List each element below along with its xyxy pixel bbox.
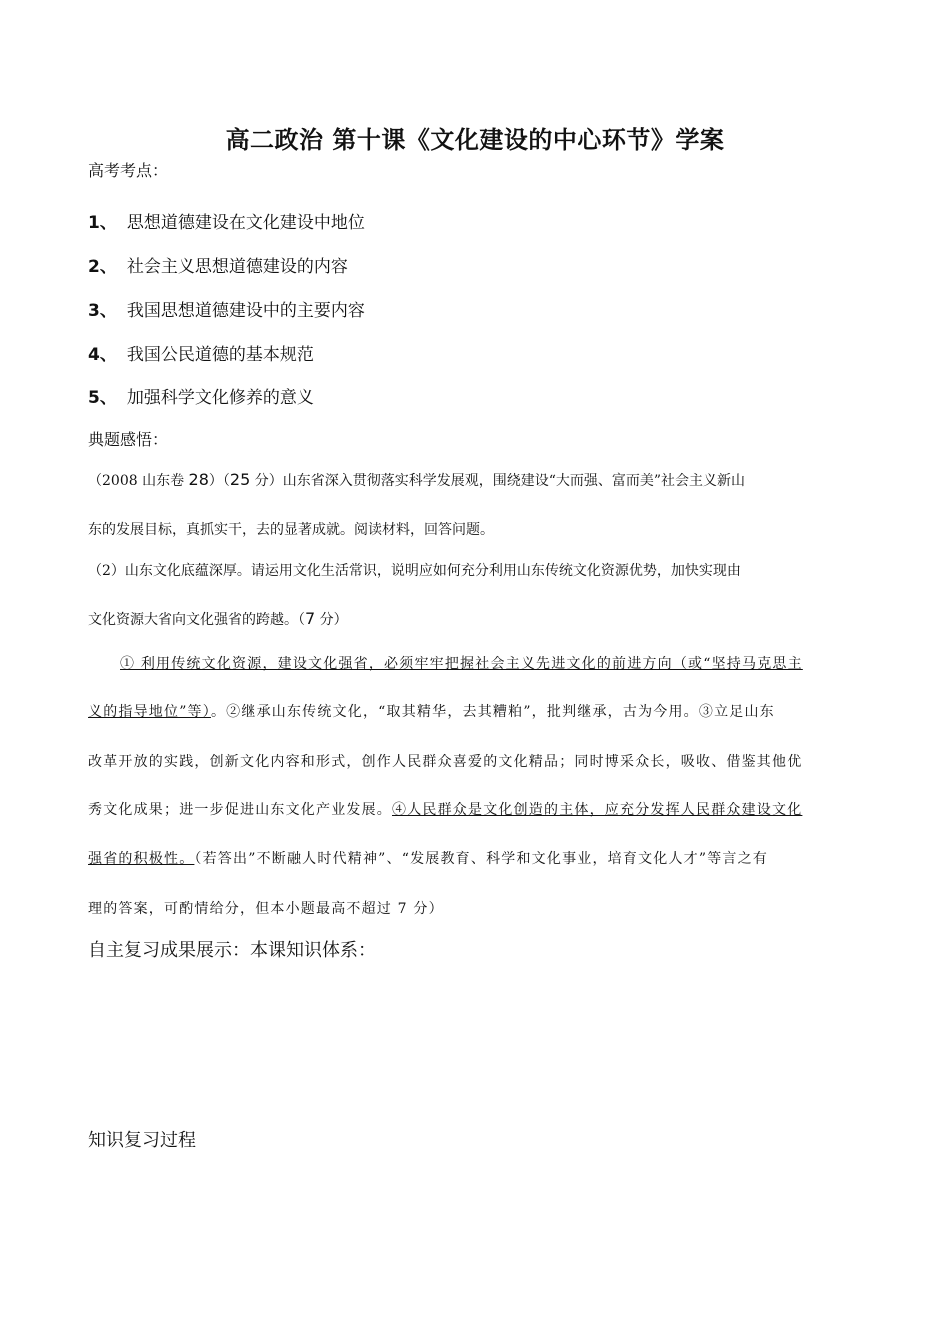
- page-title: 高二政治 第十课《文化建设的中心环节》学案: [225, 126, 725, 154]
- sub-question-text: 文化资源大省向文化强省的跨越。（: [88, 612, 305, 628]
- answer-text: 秀文化成果；进一步促进山东文化产业发展。: [88, 802, 392, 818]
- answer-underlined: ④人民群众是文化创造的主体，应充分发挥人民群众建设文化: [392, 802, 803, 818]
- answer-underlined: 强省的积极性。: [88, 851, 195, 867]
- item-text: 加强科学文化修养的意义: [126, 388, 314, 408]
- item-number: 4、: [88, 345, 117, 365]
- question-line: 东的发展目标，真抓实干，去的显著成就。阅读材料，回答问题。: [88, 522, 494, 538]
- item-number: 3、: [88, 301, 117, 321]
- review-process-heading: 知识复习过程: [88, 1130, 196, 1151]
- question-score: 25: [229, 470, 251, 489]
- exam-point-item: [88, 208, 365, 233]
- answer-text: 。②继承山东传统文化，“取其精华，去其糟粕”，批判继承，古为今用。③立足山东: [210, 704, 775, 720]
- question-text: （2008 山东卷: [88, 473, 189, 489]
- exam-point-item: [88, 340, 314, 365]
- self-review-heading: 自主复习成果展示：本课知识体系：: [88, 940, 376, 961]
- answer-line: [88, 799, 802, 819]
- answer-line: ① 利用传统文化资源，建设文化强省，必须牢牢把握社会主义先进文化的前进方向（或“坚持马克思主: [120, 656, 803, 672]
- answer-line: 理的答案，可酌情给分，但本小题最高不超过 7 分）: [88, 901, 444, 917]
- answer-underlined: 义的指导地位”等）: [88, 704, 211, 720]
- item-text: 社会主义思想道德建设的内容: [126, 257, 348, 277]
- item-number: 1、: [88, 213, 117, 233]
- sub-question-line: [88, 609, 348, 629]
- item-text: 我国公民道德的基本规范: [126, 345, 314, 365]
- exam-point-item: [88, 296, 365, 321]
- answer-text: （若答出”不断融人时代精神”、“发展教育、科学和文化事业，培育文化人才”等言之有: [194, 851, 769, 867]
- example-heading: 典题感悟：: [88, 430, 169, 449]
- exam-point-item: [88, 252, 348, 277]
- item-number: 2、: [88, 257, 117, 277]
- sub-question-line: （2）山东文化底蕴深厚。请运用文化生活常识，说明应如何充分利用山东传统文化资源优势，加快实现由: [88, 563, 741, 579]
- question-text: ）（: [208, 473, 230, 489]
- sub-question-text: 分）: [315, 612, 348, 628]
- exam-point-item: [88, 383, 314, 408]
- answer-line: [88, 701, 775, 721]
- sub-question-score: 7: [305, 609, 316, 628]
- question-number: 28: [188, 470, 209, 489]
- exam-points-heading: 高考考点：: [88, 161, 169, 180]
- item-number: 5、: [88, 388, 117, 408]
- item-text: 思想道德建设在文化建设中地位: [126, 213, 365, 233]
- item-text: 我国思想道德建设中的主要内容: [126, 301, 365, 321]
- answer-line: 改革开放的实践，创新文化内容和形式，创作人民群众喜爱的文化精品；同时博采众长，吸收、借鉴其他优: [88, 754, 803, 770]
- question-text: 分）山东省深入贯彻落实科学发展观，围绕建设“大而强、富而美”社会主义新山: [250, 473, 746, 489]
- question-line: [88, 470, 745, 490]
- answer-line: [88, 848, 768, 868]
